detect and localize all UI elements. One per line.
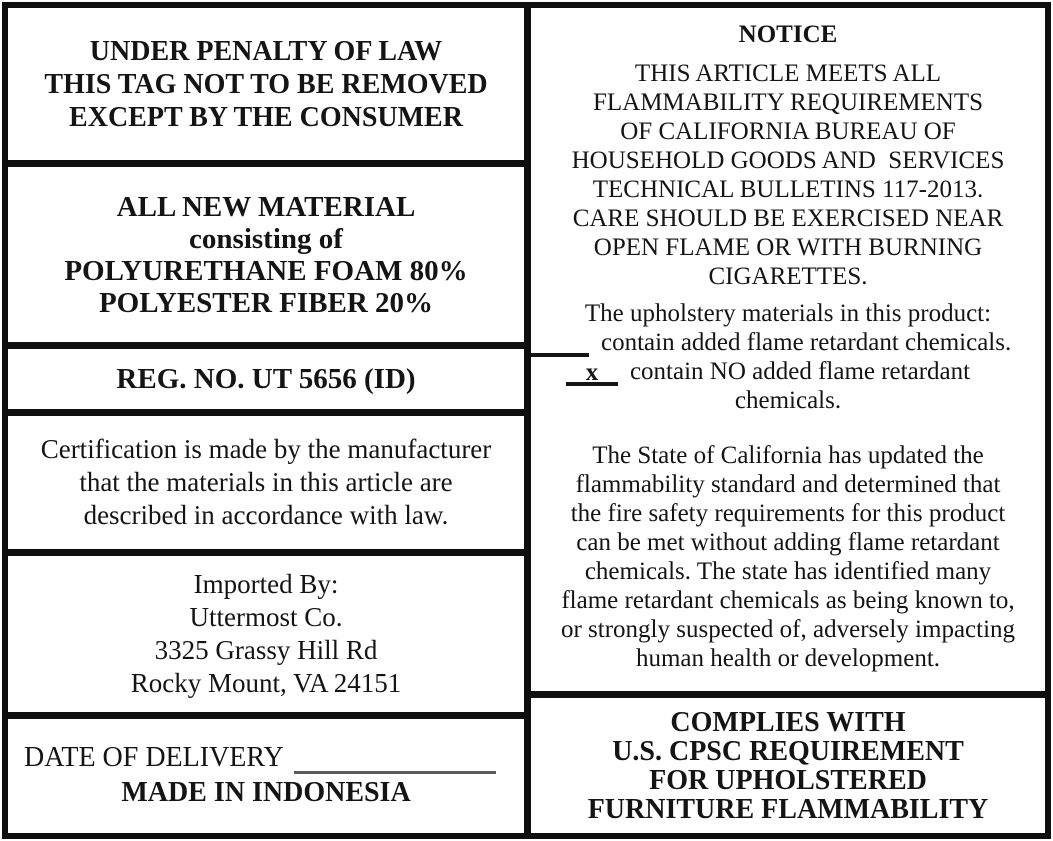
text-line: that the materials in this article are: [79, 467, 453, 497]
text-line: flame retardant chemicals as being known to,: [561, 587, 1015, 614]
text-line: FLAMMABILITY REQUIREMENTS: [592, 89, 984, 116]
penalty-box: [8, 8, 524, 167]
text-line: consisting of: [189, 222, 343, 255]
upholstery-section: [539, 299, 1037, 415]
text-line: EXCEPT BY THE CONSUMER: [69, 101, 463, 133]
text-line: described in accordance with law.: [83, 500, 449, 530]
importer-text: [131, 568, 402, 700]
flammability-paragraph: [572, 59, 1005, 291]
text-line: can be met without adding flame retardant: [576, 529, 1000, 556]
certification-box: [8, 416, 524, 556]
text-line: POLYURETHANE FOAM 80%: [64, 254, 468, 287]
unchecked-blank-line: [531, 331, 589, 357]
text-line: FOR UPHOLSTERED: [649, 764, 927, 796]
text-line: 3325 Grassy Hill Rd: [154, 635, 378, 665]
text-line: COMPLIES WITH: [670, 706, 906, 738]
option-added-text: contain added flame retardant chemicals.: [601, 329, 1012, 356]
text-line: THIS ARTICLE MEETS ALL: [634, 60, 942, 87]
text-line: POLYESTER FIBER 20%: [98, 286, 434, 319]
option-no-added-row: [531, 357, 1037, 386]
delivery-box: [8, 719, 524, 833]
text-line: OPEN FLAME OR WITH BURNING: [593, 234, 983, 261]
date-of-delivery-blank-line: [294, 745, 496, 774]
text-line: FURNITURE FLAMMABILITY: [587, 793, 989, 825]
upholstery-intro: The upholstery materials in this product:: [584, 300, 992, 327]
text-line: Imported By:: [193, 569, 339, 599]
material-contents-text: [64, 191, 467, 319]
text-line: CIGARETTES.: [708, 263, 868, 290]
notice-title: NOTICE: [738, 21, 838, 48]
text-line: CARE SHOULD BE EXERCISED NEAR: [572, 205, 1004, 232]
date-of-delivery-row: [8, 742, 524, 774]
option-no-added-text-line2: chemicals.: [734, 387, 842, 414]
penalty-text: [44, 35, 487, 134]
compliance-box: [531, 698, 1045, 833]
left-column: [8, 8, 531, 833]
notice-box: [531, 8, 1045, 698]
material-contents-box: [8, 167, 524, 349]
compliance-text: [588, 708, 989, 824]
text-line: TECHNICAL BULLETINS 117-2013.: [592, 176, 984, 203]
made-in-label: MADE IN INDONESIA: [121, 777, 411, 808]
text-line: Uttermost Co.: [189, 602, 343, 632]
text-line: the fire safety requirements for this product: [570, 500, 1006, 527]
text-line: ALL NEW MATERIAL: [116, 190, 416, 223]
text-line: U.S. CPSC REQUIREMENT: [612, 735, 964, 767]
text-line: or strongly suspected of, adversely impacting: [560, 616, 1016, 643]
reg-number-box: [8, 349, 524, 416]
option-added-row: [531, 328, 1037, 357]
checked-x-mark: x: [566, 360, 618, 386]
text-line: chemicals. The state has identified many: [584, 558, 992, 585]
text-line: HOUSEHOLD GOODS AND SERVICES: [571, 147, 1005, 174]
option-no-added-text-line1: contain NO added flame retardant: [629, 358, 971, 385]
importer-box: [8, 556, 524, 719]
text-line: Certification is made by the manufacturer: [40, 434, 492, 464]
text-line: UNDER PENALTY OF LAW: [89, 35, 443, 67]
text-line: THIS TAG NOT TO BE REMOVED: [44, 68, 488, 100]
date-of-delivery-label: DATE OF DELIVERY: [24, 742, 284, 773]
text-line: OF CALIFORNIA BUREAU OF: [620, 118, 956, 145]
certification-text: [41, 433, 492, 532]
law-label-tag: [2, 2, 1051, 839]
reg-number-text: REG. NO. UT 5656 (ID): [116, 363, 416, 395]
california-update-paragraph: [561, 441, 1015, 673]
text-line: The State of California has updated the: [592, 442, 984, 469]
text-line: Rocky Mount, VA 24151: [130, 668, 402, 698]
text-line: flammability standard and determined that: [575, 471, 1001, 498]
text-line: human health or development.: [635, 645, 941, 672]
right-column: [531, 8, 1045, 833]
